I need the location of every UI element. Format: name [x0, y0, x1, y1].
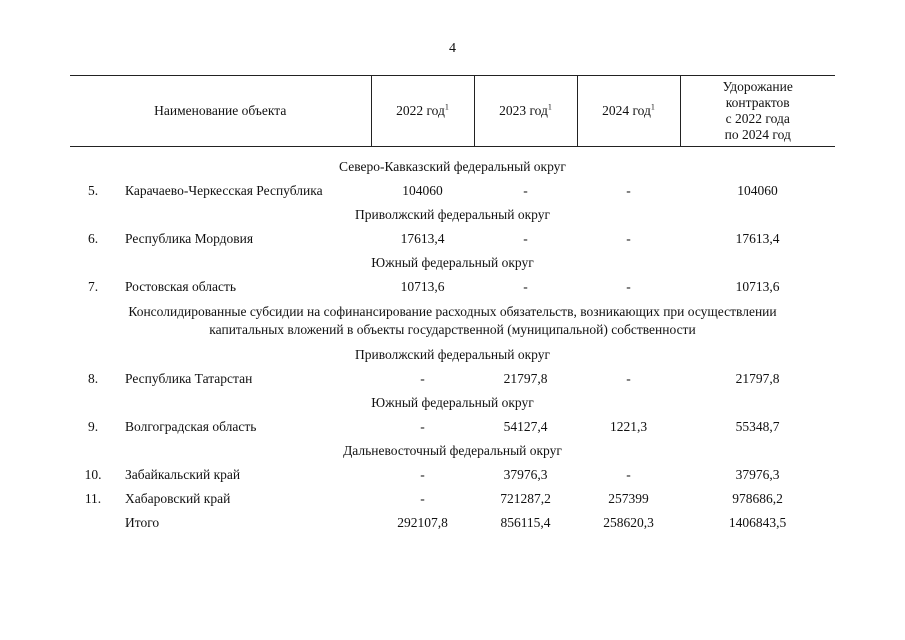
- value-2022: 10713,6: [400, 279, 445, 294]
- object-name: Волгоградская область: [125, 419, 257, 434]
- row-number: [70, 511, 116, 535]
- object-name: Хабаровский край: [125, 491, 231, 506]
- section-note-line: Консолидированные субсидии на софинансирование расходных обязательств, возникающих при осуществлении: [128, 304, 777, 319]
- object-name: Ростовская область: [125, 279, 236, 294]
- object-name: Забайкальский край: [125, 467, 241, 482]
- value-increase: 104060: [737, 183, 778, 198]
- total-increase: 1406843,5: [728, 515, 787, 530]
- row-number: 10.: [84, 467, 102, 482]
- value-2023: -: [523, 231, 528, 246]
- table-body: [70, 147, 835, 536]
- table-row: [70, 415, 835, 439]
- value-2023: 21797,8: [503, 371, 548, 386]
- object-name: Республика Татарстан: [125, 371, 253, 386]
- header-2024: 2024 год$^1$: [577, 76, 680, 147]
- value-2022: -: [420, 491, 425, 506]
- region-row: Южный федеральный округ: [371, 395, 534, 410]
- section-note-line: капитальных вложений в объекты государственной (муниципальной) собственности: [209, 322, 696, 337]
- table-row: [70, 275, 835, 299]
- value-increase: 21797,8: [735, 371, 780, 386]
- value-increase: 17613,4: [735, 231, 780, 246]
- value-2024: -: [626, 183, 631, 198]
- region-row: Приволжский федеральный округ: [354, 207, 550, 222]
- table-row: [70, 463, 835, 487]
- row-number: 5.: [87, 183, 99, 198]
- row-number: 8.: [87, 371, 99, 386]
- total-2022: 292107,8: [397, 515, 448, 530]
- region-row: Приволжский федеральный округ: [354, 347, 550, 362]
- table-header: [70, 76, 835, 147]
- header-2023: 2023 год$^1$: [474, 76, 577, 147]
- total-2024: 258620,3: [603, 515, 654, 530]
- page-number: 4: [449, 41, 456, 56]
- value-2022: 17613,4: [400, 231, 445, 246]
- value-2024: -: [626, 279, 631, 294]
- value-increase: 978686,2: [732, 491, 783, 506]
- value-2023: 37976,3: [503, 467, 548, 482]
- value-increase: 55348,7: [735, 419, 780, 434]
- value-2022: 104060: [402, 183, 443, 198]
- region-row: Южный федеральный округ: [371, 255, 534, 270]
- value-2024: -: [626, 467, 631, 482]
- object-name: Карачаево-Черкесская Республика: [125, 183, 323, 198]
- value-2023: -: [523, 279, 528, 294]
- region-row: Северо-Кавказский федеральный округ: [339, 159, 566, 174]
- value-2022: -: [420, 467, 425, 482]
- header-object-name: Наименование объекта: [70, 76, 371, 147]
- funding-table: [70, 75, 835, 535]
- value-2024: 1221,3: [609, 419, 648, 434]
- row-number: 9.: [87, 419, 99, 434]
- object-name: Республика Мордовия: [125, 231, 254, 246]
- value-2024: 257399: [608, 491, 649, 506]
- total-row: [70, 511, 835, 535]
- header-cost-increase: Удорожание контрактов с 2022 года по 2024 год: [680, 76, 835, 147]
- value-2023: 721287,2: [500, 491, 551, 506]
- value-2022: -: [420, 419, 425, 434]
- section-note-row: [70, 299, 835, 343]
- value-increase: 10713,6: [735, 279, 780, 294]
- value-2024: -: [626, 231, 631, 246]
- row-number: 7.: [87, 279, 99, 294]
- value-2023: -: [523, 183, 528, 198]
- table-row: [70, 367, 835, 391]
- value-2023: 54127,4: [503, 419, 548, 434]
- value-increase: 37976,3: [735, 467, 780, 482]
- table-row: [70, 227, 835, 251]
- header-2022: 2022 год$^1$: [371, 76, 474, 147]
- value-2024: -: [626, 371, 631, 386]
- region-row: Дальневосточный федеральный округ: [343, 443, 562, 458]
- row-number: 11.: [84, 491, 102, 506]
- total-2023: 856115,4: [500, 515, 551, 530]
- row-number: 6.: [87, 231, 99, 246]
- table-row: [70, 487, 835, 511]
- table-row: [70, 179, 835, 203]
- value-2022: -: [420, 371, 425, 386]
- total-label: Итого: [125, 515, 160, 530]
